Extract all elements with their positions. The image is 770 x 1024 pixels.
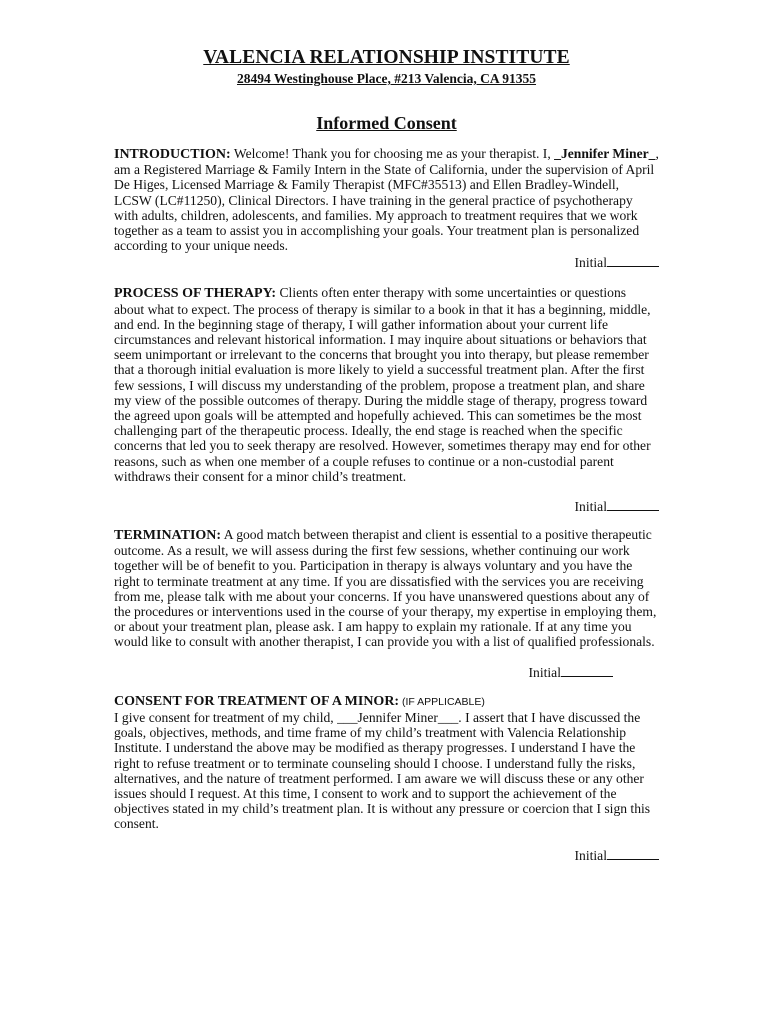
termination-section (114, 527, 659, 650)
initial-blank-field[interactable] (561, 665, 613, 677)
termination-text: A good match between therapist and client is essential to a positive therapeutic outcome. As a result, we will assess during the first few sessions, whether continuing our work together will be of benefit to you. Participation in therapy is always voluntary and you have the right to terminate treatment at any time. If you are dissatisfied with the services you are receiving from me, please talk with me about your concerns. If you have unanswered questions about any of the procedures or interventions used in the course of your therapy, my expertise in employing them, or about your treatment plan, please ask. I am happy to explain my rationale. If at any time you would like to consult with another therapist, I can provide you with a list of qualified professionals. (114, 527, 657, 650)
organization-name: VALENCIA RELATIONSHIP INSTITUTE (203, 47, 570, 68)
termination-initial-line (114, 665, 659, 681)
minor-consent-heading: CONSENT FOR TREATMENT OF A MINOR: (114, 693, 400, 709)
initial-blank-field[interactable] (607, 255, 659, 267)
initial-label: Initial (574, 499, 607, 515)
termination-heading: TERMINATION: (114, 528, 222, 544)
initial-label: Initial (574, 847, 607, 863)
initial-label: Initial (528, 664, 561, 680)
minor-consent-section (114, 693, 659, 832)
process-text: Clients often enter therapy with some uncertainties or questions about what to expect. The process of therapy is similar to a book in that it has a beginning, middle, and end. In the beginning stage of therapy, I will gather information about your current life circumstances and relevant historical information. I may inquire about situations or behaviors that seem unimportant or irrelevant to the concerns that brought you into therapy, but please remember that a thorough initial evaluation is more likely to yield a successful treatment plan. After the first few sessions, I will discuss my understanding of the problem, propose a treatment plan, and share my view of the possible outcomes of therapy. During the middle stage of therapy, progress toward the agreed upon goals will be attempted and hopefully achieved. This can sometimes be the most challenging part of the therapeutic process. Ideally, the end stage is reached when the specific concerns that led you to seek therapy are resolved. However, sometimes therapy may end for other reasons, such as when one member of a couple refuses to continue or a non-custodial parent withdraws their consent for a minor child’s treatment. (114, 285, 651, 484)
child-name: ___Jennifer Miner___ (337, 709, 459, 725)
process-initial-line (114, 499, 659, 515)
document-title: Informed Consent (316, 113, 457, 133)
minor-consent-text-part-1: I give consent for treatment of my child, (114, 709, 338, 725)
process-heading: PROCESS OF THERAPY: (114, 286, 277, 302)
minor-consent-note: (IF APPLICABLE) (399, 695, 485, 708)
initial-blank-field[interactable] (607, 499, 659, 511)
document-page (114, 46, 659, 864)
introduction-text-part-1: Welcome! Thank you for choosing me as your therapist. I, (230, 146, 555, 161)
introduction-section (114, 146, 659, 253)
initial-label: Initial (574, 255, 607, 271)
organization-address: 28494 Westinghouse Place, #213 Valencia, CA 91355 (236, 71, 537, 86)
introduction-initial-line (114, 255, 659, 271)
process-section (114, 285, 659, 484)
introduction-heading: INTRODUCTION: (114, 147, 231, 162)
minor-consent-text-part-2: . I assert that I have discussed the goals, objectives, methods, and time frame of my child’s treatment with Valencia Relationship Institute. I understand the above may be modified as therapy progresses. I understand I have the right to refuse treatment or to terminate counseling should I choose. I understand fully the risks, alternatives, and the nature of treatment performed. I am aware we will discuss these or any other issues should I request. At this time, I consent to work and to support the achievement of the objectives stated in my child’s treatment plan. It is without any pressure or coercion that I sign this consent. (114, 709, 651, 832)
therapist-name: _Jennifer Miner_ (554, 146, 656, 161)
introduction-text-part-2: , am a Registered Marriage & Family Intern in the State of California, under the supervision of April De Higes, Licensed Marriage & Family Therapist (MFC#35513) and Ellen Bradley-Windell, LCSW (LC#11250), Clinical Directors. I have training in the general practice of psychotherapy with adults, children, adolescents, and families. My approach to treatment requires that we work together as a team to assist you in accomplishing your goals. Your treatment plan is personalized according to your unique needs. (114, 146, 659, 254)
minor-consent-initial-line (114, 848, 659, 864)
initial-blank-field[interactable] (607, 848, 659, 860)
